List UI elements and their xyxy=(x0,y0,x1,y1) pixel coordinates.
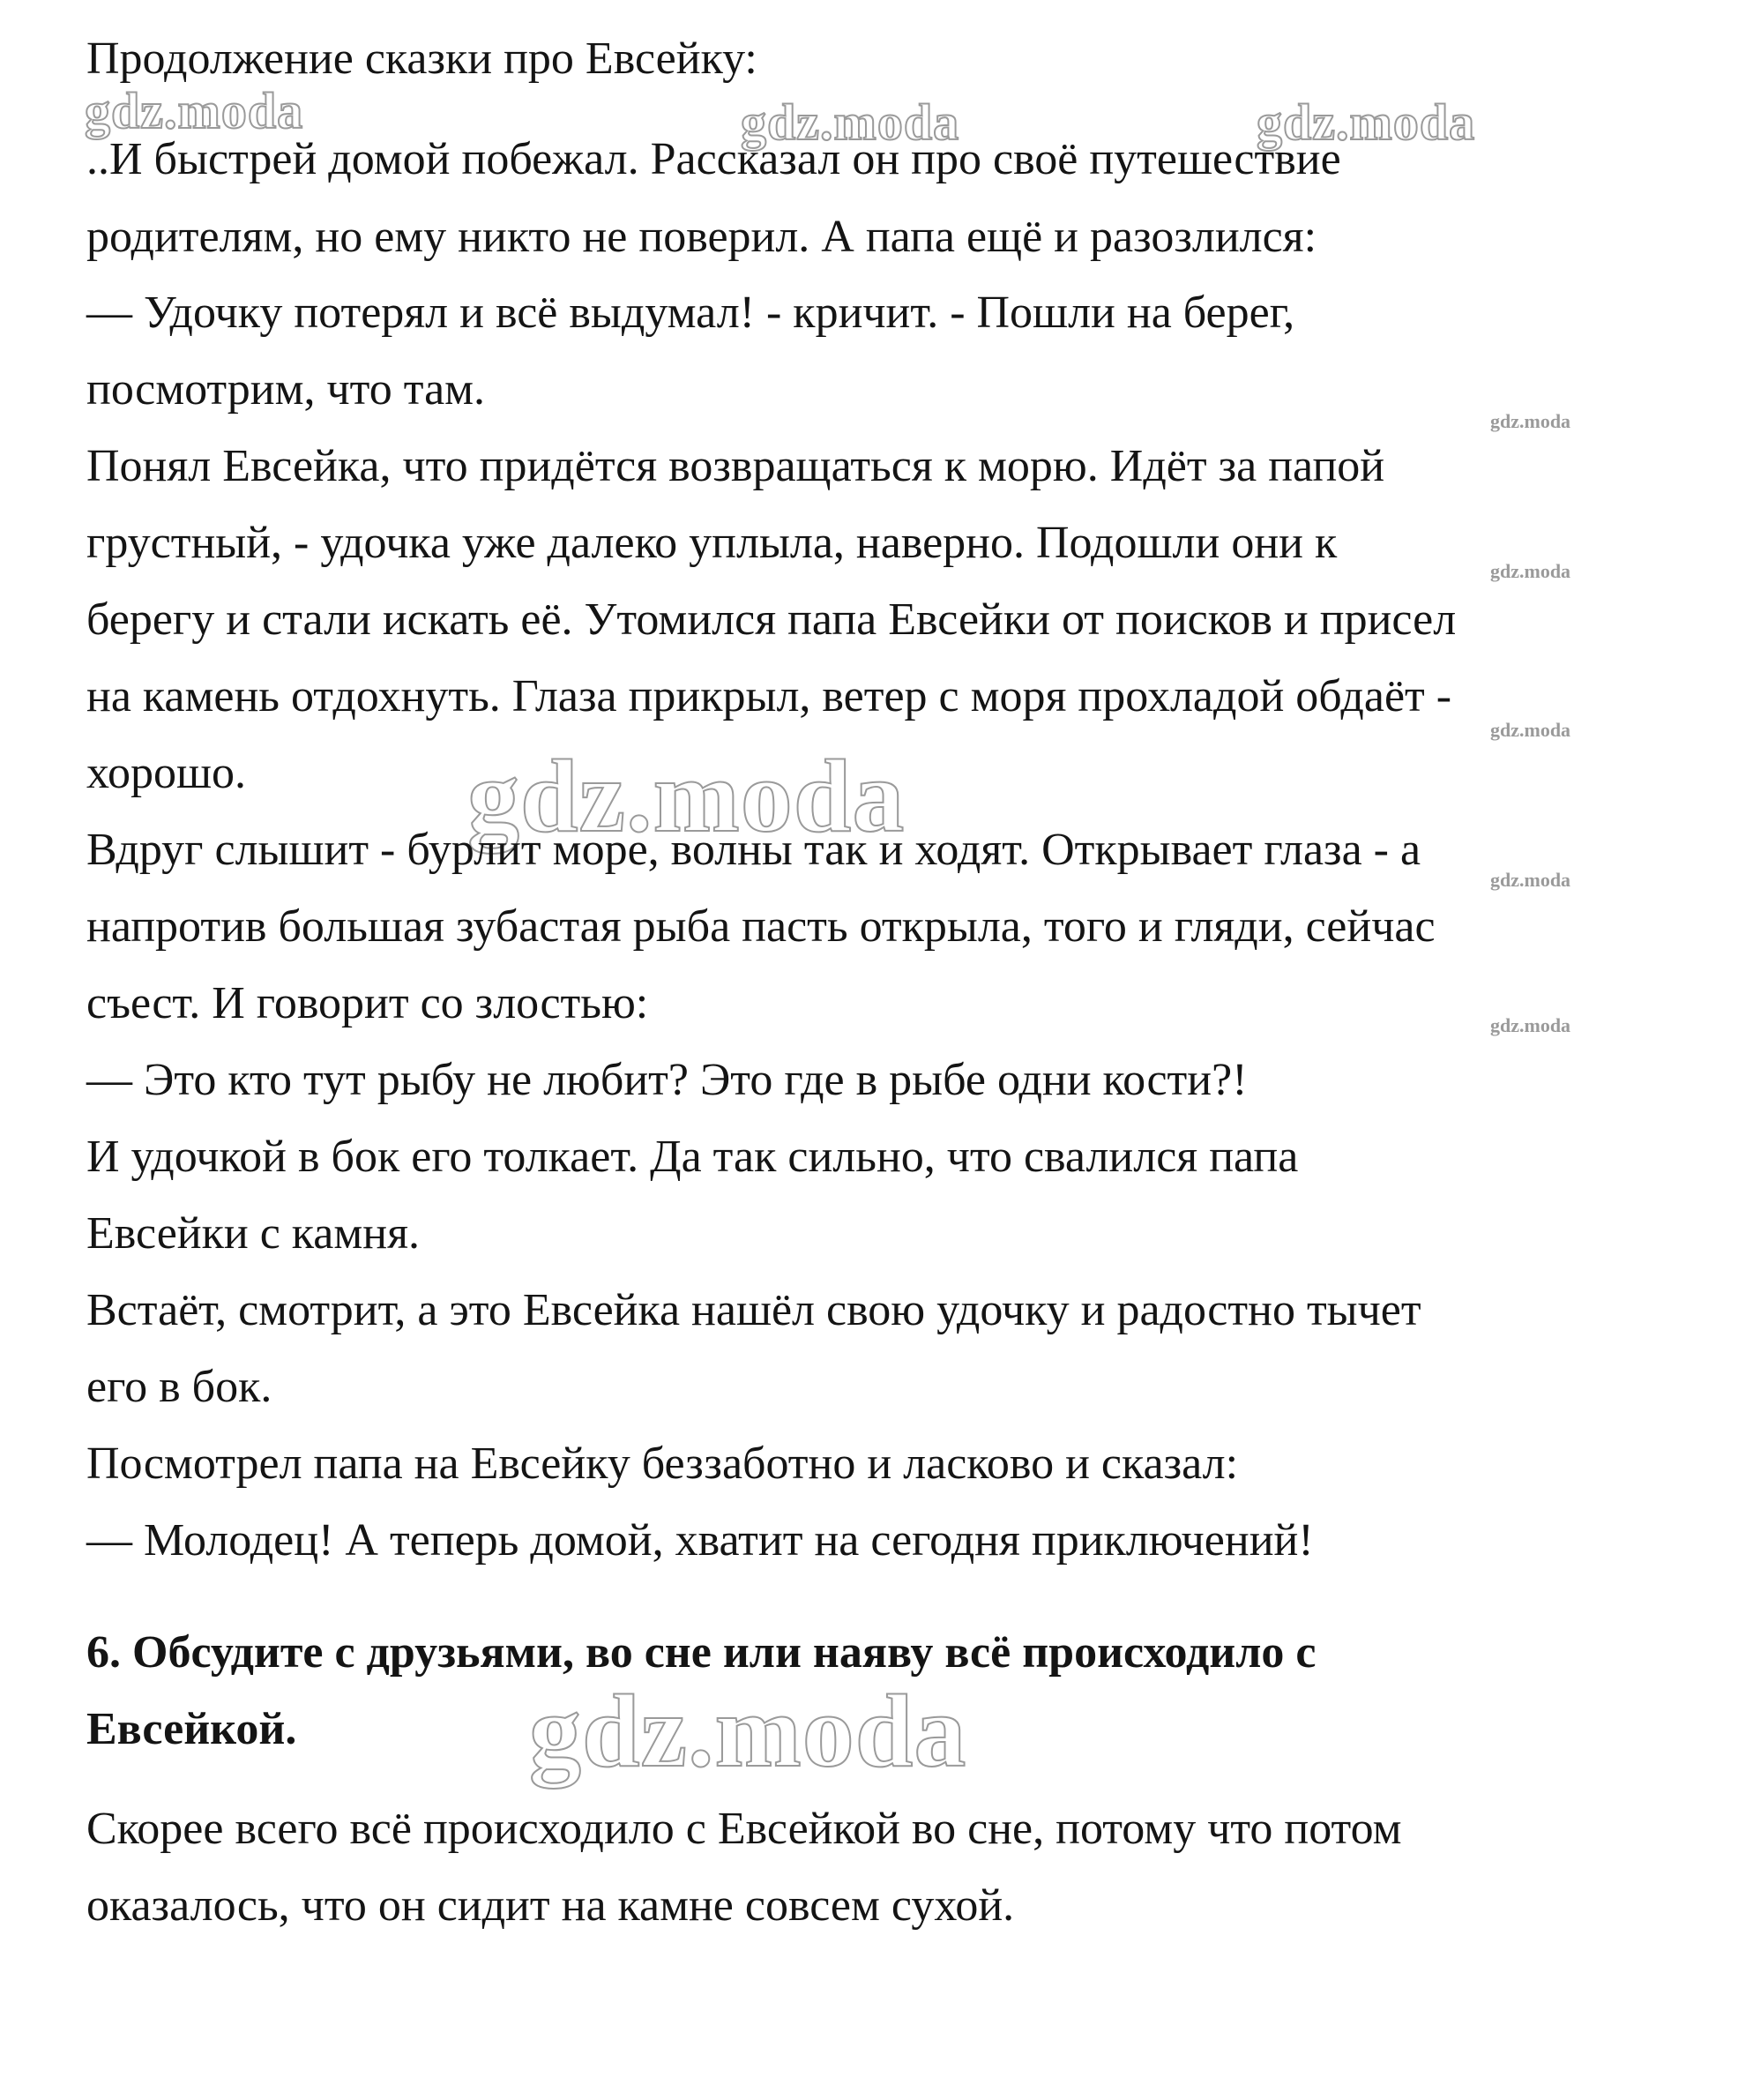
watermark: gdz.moda xyxy=(85,82,304,139)
watermark-small: gdz.moda xyxy=(1490,719,1571,741)
story-line: хорошо. xyxy=(86,748,247,798)
story-title-line: Продолжение сказки про Евсейку: xyxy=(86,34,757,84)
story-line: родителям, но ему никто не поверил. А папа ещё и разозлился: xyxy=(86,212,1317,262)
watermark: gdz.moda xyxy=(741,93,960,151)
story-line: Посмотрел папа на Евсейку беззаботно и ласково и сказал: xyxy=(86,1439,1239,1489)
story-line: Вдруг слышит - бурлит море, волны так и ходят. Открывает глаза - а xyxy=(86,825,1421,875)
question-heading: Евсейкой. xyxy=(86,1704,297,1754)
story-line: грустный, - удочка уже далеко уплыла, наверно. Подошли они к xyxy=(86,518,1338,568)
answer-text: оказалось, что он сидит на камне совсем сухой. xyxy=(86,1880,1015,1931)
story-line: И удочкой в бок его толкает. Да так сильно, что свалился папа xyxy=(86,1132,1299,1182)
watermark: gdz.moda xyxy=(1257,93,1476,151)
story-line: Встаёт, смотрит, а это Евсейка нашёл свою удочку и радостно тычет xyxy=(86,1285,1421,1335)
watermark: gdz.moda xyxy=(467,738,906,854)
story-line: берегу и стали искать её. Утомился папа Евсейки от поисков и присел xyxy=(86,594,1457,645)
story-line: Евсейки с камня. xyxy=(86,1208,421,1259)
question-heading: 6. Обсудите с друзьями, во сне или наяву всё происходило с xyxy=(86,1627,1317,1678)
watermark-small: gdz.moda xyxy=(1490,410,1571,432)
story-line: напротив большая зубастая рыба пасть открыла, того и гляди, сейчас xyxy=(86,901,1436,952)
story-line: посмотрим, что там. xyxy=(86,364,486,415)
story-line: на камень отдохнуть. Глаза прикрыл, ветер с моря прохладой обдаёт - xyxy=(86,671,1452,721)
story-line: съест. И говорит со злостью: xyxy=(86,978,649,1028)
story-line: ..И быстрей домой побежал. Рассказал он про своё путешествие xyxy=(86,134,1341,184)
story-line: — Это кто тут рыбу не любит? Это где в рыбе одни кости?! xyxy=(86,1055,1248,1105)
story-line: — Молодец! А теперь домой, хватит на сегодня приключений! xyxy=(86,1515,1314,1566)
watermark: gdz.moda xyxy=(529,1673,967,1789)
story-line: — Удочку потерял и всё выдумал! - кричит. - Пошли на берег, xyxy=(86,288,1295,338)
watermark-small: gdz.moda xyxy=(1490,869,1571,891)
story-line: его в бок. xyxy=(86,1362,272,1412)
watermark-small: gdz.moda xyxy=(1490,1014,1571,1036)
story-line: Понял Евсейка, что придётся возвращаться к морю. Идёт за папой xyxy=(86,441,1385,491)
watermark-small: gdz.moda xyxy=(1490,560,1571,582)
answer-text: Скорее всего всё происходило с Евсейкой во сне, потому что потом xyxy=(86,1804,1402,1854)
